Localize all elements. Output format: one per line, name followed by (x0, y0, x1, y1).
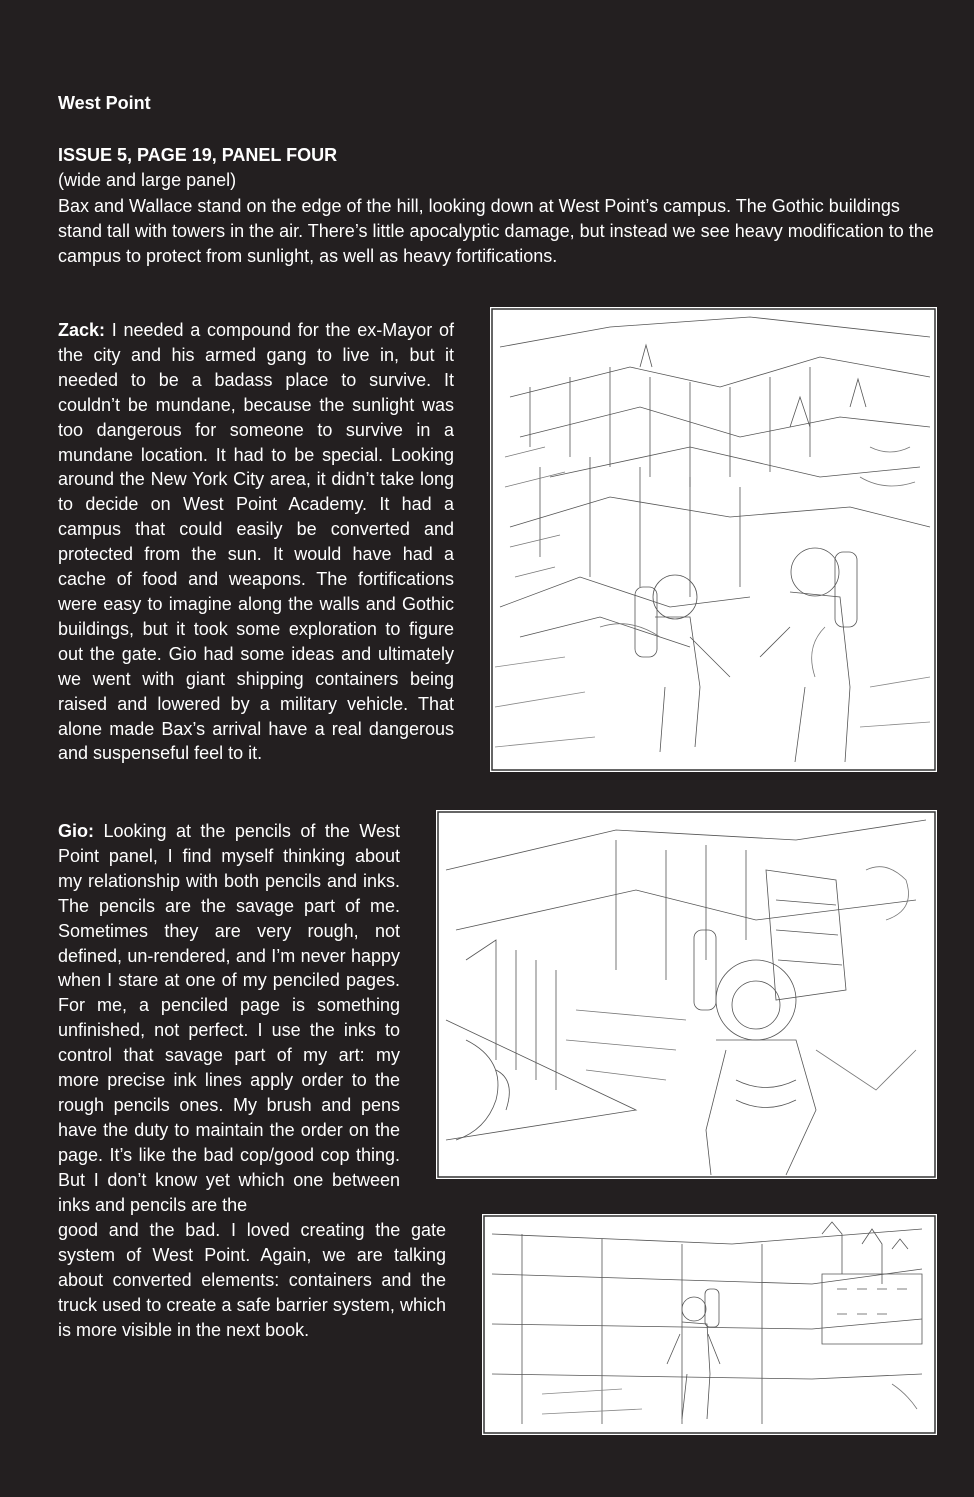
gio-commentary (58, 819, 400, 1218)
scene-heading: ISSUE 5, PAGE 19, PANEL FOUR (58, 145, 338, 165)
gio-text-part2: good and the bad. I loved creating the gate system of West Point. Again, we are talking about converted elements: containers and the truck used to create a safe barrier system, which is more visible in the next book. (58, 1220, 446, 1340)
pencil-panel-astronaut-closeup (436, 810, 937, 1179)
pencil-panel-gate (482, 1214, 937, 1435)
page-title: West Point (58, 93, 151, 113)
zack-speaker: Zack: (58, 320, 106, 340)
gio-text-part1: Looking at the pencils of the West Point panel, I find myself thinking about my relationship with both pencils and inks. The pencils are the savage part of me. Sometimes they are very rough, not defined, un-rendered, and I’m never happy when I stare at one of my penciled pages. For me, a penciled page is something unfinished, not perfect. I use the inks to control that savage part of my art: my more precise ink lines apply order to the rough pencils ones. My brush and pens have the duty to maintain the order on the page. It’s like the bad cop/good cop thing. But I don’t know yet which one between inks and pencils are the (58, 821, 400, 1215)
scene-description: Bax and Wallace stand on the edge of the hill, looking down at West Point’s campus. The Gothic buildings stand tall with towers in the air. There’s little apocalyptic damage, but instead we see heavy modification to the campus to protect from sunlight, as well as heavy fortifications. (58, 196, 934, 266)
scene-note: (wide and large panel) (58, 170, 237, 190)
zack-text: I needed a compound for the ex-Mayor of the city and his armed gang to live in, but it needed to be a badass place to survive. It couldn’t be mundane, because the sunlight was too dangerous for someone to survive in a mundane location. It had to be special. Looking around the New York City area, it didn’t take long to decide on West Point Academy. It had a campus that could easily be converted and protected from the sun. It would have had a cache of food and weapons. The fortifications were easy to imagine along the walls and Gothic buildings, but it took some exploration to figure out the gate. Gio had some ideas and ultimately we went with giant shipping containers being raised and lowered by a military vehicle. That alone made Bax’s arrival have a real dangerous and suspenseful feel to it. (58, 320, 454, 764)
pencil-panel-campus-aerial (490, 307, 937, 772)
gio-speaker: Gio: (58, 821, 94, 841)
zack-commentary (58, 318, 454, 766)
